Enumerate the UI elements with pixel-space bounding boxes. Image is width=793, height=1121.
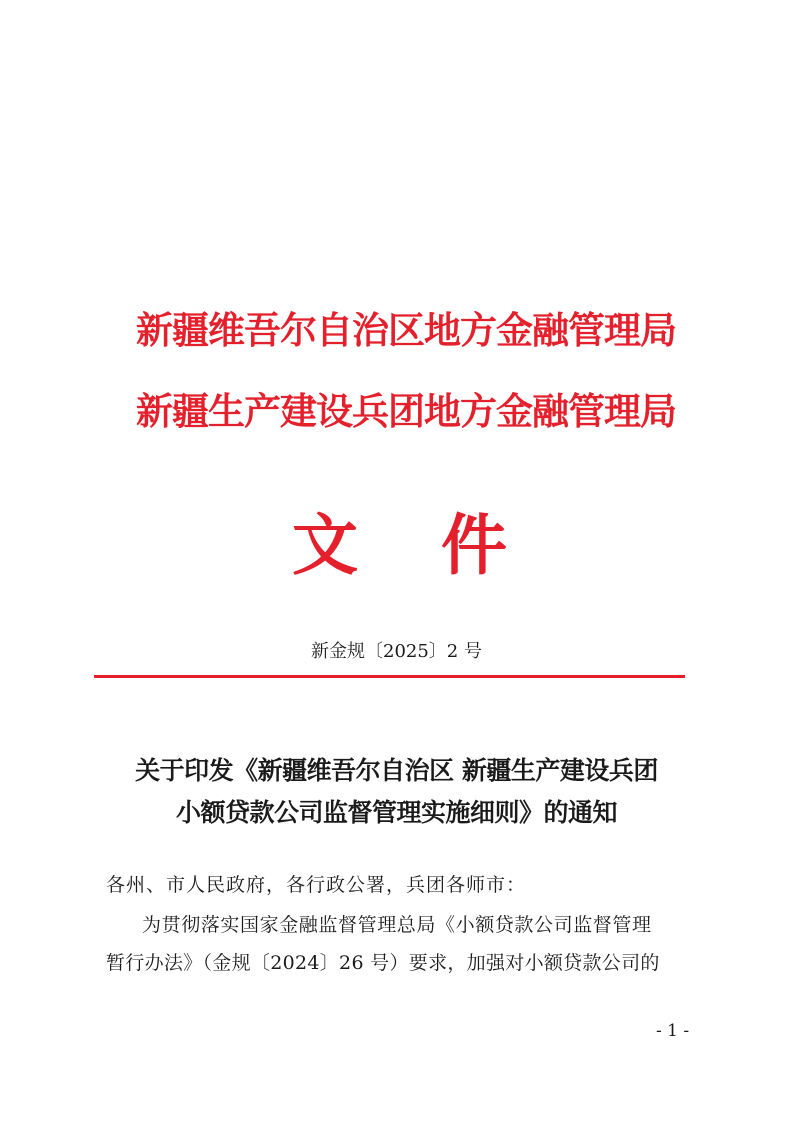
issuer-name-corps: 新疆生产建设兵团地方金融管理局 <box>136 389 676 433</box>
document-number: 新金规〔2025〕2 号 <box>311 641 482 662</box>
notice-title-line-2: 小额贷款公司监督管理实施细则》的通知 <box>175 798 617 827</box>
issuer-name-autonomous-region: 新疆维吾尔自治区地方金融管理局 <box>136 308 676 352</box>
red-divider-line <box>94 675 685 678</box>
body-paragraph-line-1: 为贯彻落实国家金融监督管理总局《小额贷款公司监督管理 <box>142 914 652 936</box>
document-word-jian: 件 <box>441 506 507 584</box>
notice-title-line-1: 关于印发《新疆维吾尔自治区 新疆生产建设兵团 <box>135 756 658 785</box>
document-word-wen: 文 <box>292 506 358 584</box>
page-number: - 1 - <box>656 1021 690 1041</box>
body-paragraph-line-2: 暂行办法》（金规〔2024〕26 号）要求，加强对小额贷款公司的 <box>106 952 660 974</box>
addressee-line: 各州、市人民政府，各行政公署，兵团各师市： <box>106 874 527 896</box>
